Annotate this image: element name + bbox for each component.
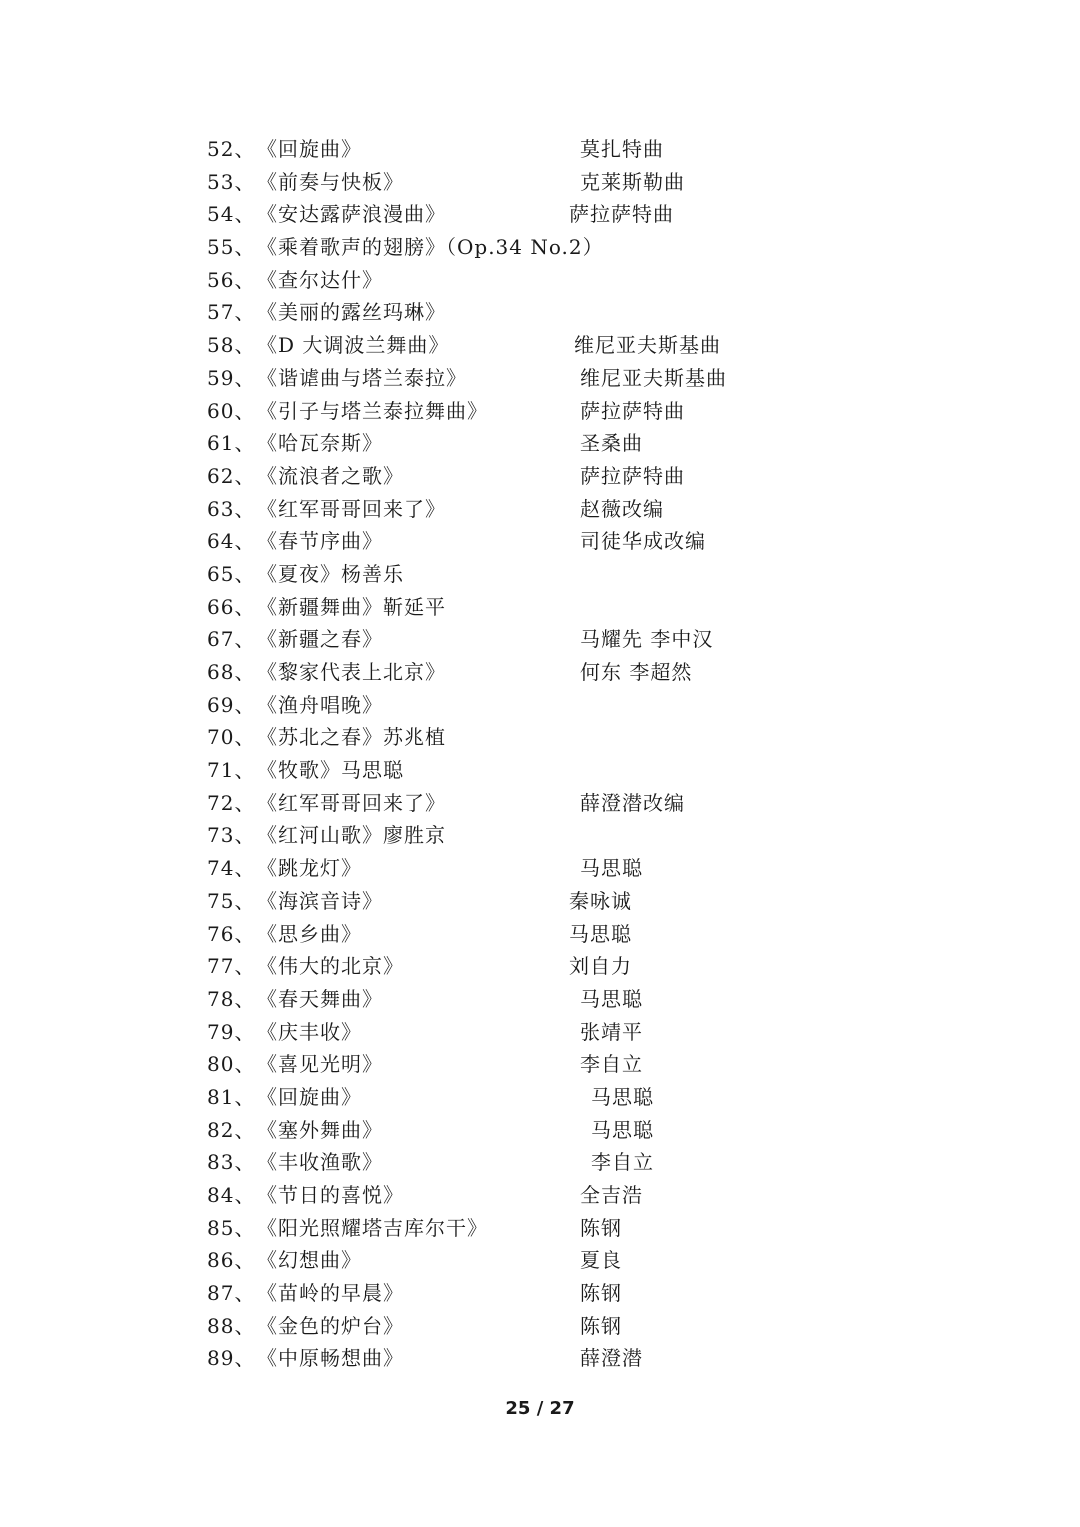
list-item [207, 689, 1007, 722]
item-number: 70、 [207, 725, 256, 750]
list-item [207, 166, 1007, 199]
list-item [207, 525, 1007, 558]
composer-name: 陈钢 [580, 1281, 622, 1306]
list-item [207, 721, 1007, 754]
list-item [207, 1310, 1007, 1343]
item-number: 71、 [207, 758, 256, 783]
piece-title: 《红河山歌》廖胜京 [257, 823, 446, 848]
composer-name: 马思聪 [591, 1084, 654, 1109]
list-item [207, 264, 1007, 297]
piece-title: 《幻想曲》 [257, 1248, 362, 1273]
list-item [207, 362, 1007, 395]
list-item [207, 623, 1007, 656]
page-number: 25 / 27 [505, 1398, 575, 1419]
list-item [207, 1342, 1007, 1375]
piece-title: 《春节序曲》 [257, 529, 383, 554]
composer-name: 司徒华成改编 [580, 529, 706, 554]
item-number: 65、 [207, 561, 256, 586]
list-item [207, 1212, 1007, 1245]
list-item [207, 329, 1007, 362]
composer-name: 刘自力 [569, 954, 632, 979]
piece-title: 《牧歌》马思聪 [257, 758, 404, 783]
list-item [207, 558, 1007, 591]
item-number: 77、 [207, 954, 256, 979]
piece-title: 《引子与塔兰泰拉舞曲》 [257, 398, 488, 423]
piece-title: 《春天舞曲》 [257, 986, 383, 1011]
piece-title: 《中原畅想曲》 [257, 1346, 404, 1371]
list-item [207, 1114, 1007, 1147]
piece-title: 《丰收渔歌》 [257, 1150, 383, 1175]
piece-title: 《苗岭的早晨》 [257, 1281, 404, 1306]
composer-name: 萨拉萨特曲 [580, 463, 685, 488]
piece-title: 《前奏与快板》 [257, 169, 404, 194]
item-number: 59、 [207, 365, 256, 390]
list-item [207, 754, 1007, 787]
list-item [207, 296, 1007, 329]
item-number: 54、 [207, 202, 256, 227]
piece-title: 《渔舟唱晚》 [257, 692, 383, 717]
piece-title: 《新疆舞曲》靳延平 [257, 594, 446, 619]
list-item [207, 493, 1007, 526]
list-item [207, 1244, 1007, 1277]
piece-title: 《美丽的露丝玛琳》 [257, 300, 446, 325]
composer-name: 圣桑曲 [580, 431, 643, 456]
item-number: 83、 [207, 1150, 256, 1175]
repertoire-list [207, 133, 1007, 1375]
composer-name: 全吉浩 [580, 1183, 643, 1207]
item-number: 72、 [207, 790, 256, 815]
list-item [207, 885, 1007, 918]
piece-title: 《安达露萨浪漫曲》 [257, 202, 446, 227]
piece-title: 《苏北之春》苏兆植 [257, 725, 446, 750]
composer-name: 马耀先 李中汉 [580, 627, 714, 652]
piece-title: 《伟大的北京》 [257, 954, 404, 979]
piece-title: 《回旋曲》 [257, 1084, 362, 1109]
composer-name: 马思聪 [591, 1117, 654, 1142]
item-number: 53、 [207, 169, 256, 194]
list-item [207, 1179, 1007, 1212]
composer-name: 维尼亚夫斯基曲 [574, 333, 721, 358]
list-item [207, 787, 1007, 820]
item-number: 76、 [207, 921, 256, 946]
piece-title: 《乘着歌声的翅膀》（Op.34 No.2） [257, 235, 604, 260]
item-number: 66、 [207, 594, 256, 619]
item-number: 78、 [207, 986, 256, 1011]
composer-name: 克莱斯勒曲 [580, 169, 685, 194]
composer-name: 维尼亚夫斯基曲 [580, 365, 727, 390]
composer-name: 张靖平 [580, 1019, 643, 1044]
item-number: 80、 [207, 1052, 256, 1077]
list-item [207, 983, 1007, 1016]
item-number: 85、 [207, 1215, 256, 1240]
item-number: 89、 [207, 1346, 256, 1371]
item-number: 58、 [207, 333, 256, 358]
piece-title: 《海滨音诗》 [257, 888, 383, 913]
composer-name: 李自立 [591, 1150, 654, 1175]
piece-title: 《塞外舞曲》 [257, 1117, 383, 1142]
list-item [207, 1277, 1007, 1310]
list-item [207, 427, 1007, 460]
item-number: 88、 [207, 1313, 256, 1338]
piece-title: 《阳光照耀塔吉库尔干》 [257, 1215, 488, 1240]
item-number: 68、 [207, 660, 256, 684]
item-number: 57、 [207, 300, 256, 325]
piece-title: 《跳龙灯》 [257, 856, 362, 881]
item-number: 79、 [207, 1019, 256, 1044]
piece-title: 《庆丰收》 [257, 1019, 362, 1044]
piece-title: 《节日的喜悦》 [257, 1183, 404, 1207]
item-number: 74、 [207, 856, 256, 881]
list-item [207, 591, 1007, 624]
piece-title: 《思乡曲》 [257, 921, 362, 946]
list-item [207, 950, 1007, 983]
composer-name: 赵薇改编 [580, 496, 664, 521]
composer-name: 马思聪 [580, 856, 643, 881]
piece-title: 《流浪者之歌》 [257, 463, 404, 488]
piece-title: 《谐谑曲与塔兰泰拉》 [257, 365, 467, 390]
item-number: 87、 [207, 1281, 256, 1306]
composer-name: 薛澄潜 [580, 1346, 643, 1371]
item-number: 84、 [207, 1183, 256, 1207]
composer-name: 马思聪 [569, 921, 632, 946]
item-number: 81、 [207, 1084, 256, 1109]
item-number: 75、 [207, 888, 256, 913]
composer-name: 秦咏诚 [569, 888, 632, 913]
composer-name: 马思聪 [580, 986, 643, 1011]
composer-name: 陈钢 [580, 1313, 622, 1338]
list-item [207, 231, 1007, 264]
piece-title: 《红军哥哥回来了》 [257, 790, 446, 815]
composer-name: 萨拉萨特曲 [580, 398, 685, 423]
list-item [207, 395, 1007, 428]
item-number: 61、 [207, 431, 256, 456]
composer-name: 莫扎特曲 [580, 137, 664, 161]
composer-name: 陈钢 [580, 1215, 622, 1240]
piece-title: 《夏夜》杨善乐 [257, 561, 404, 586]
piece-title: 《D 大调波兰舞曲》 [257, 333, 450, 358]
item-number: 64、 [207, 529, 256, 554]
piece-title: 《喜见光明》 [257, 1052, 383, 1077]
item-number: 67、 [207, 627, 256, 652]
list-item [207, 1081, 1007, 1114]
composer-name: 夏良 [580, 1248, 622, 1273]
piece-title: 《哈瓦奈斯》 [257, 431, 383, 456]
list-item [207, 1048, 1007, 1081]
piece-title: 《红军哥哥回来了》 [257, 496, 446, 521]
item-number: 60、 [207, 398, 256, 423]
list-item [207, 198, 1007, 231]
list-item [207, 819, 1007, 852]
composer-name: 李自立 [580, 1052, 643, 1077]
list-item [207, 133, 1007, 166]
piece-title: 《黎家代表上北京》 [257, 660, 446, 684]
list-item [207, 852, 1007, 885]
list-item [207, 1016, 1007, 1049]
piece-title: 《回旋曲》 [257, 137, 362, 161]
item-number: 55、 [207, 235, 256, 260]
item-number: 56、 [207, 267, 256, 292]
list-item [207, 918, 1007, 951]
composer-name: 何东 李超然 [580, 660, 693, 684]
piece-title: 《查尔达什》 [257, 267, 383, 292]
piece-title: 《新疆之春》 [257, 627, 383, 652]
item-number: 82、 [207, 1117, 256, 1142]
piece-title: 《金色的炉台》 [257, 1313, 404, 1338]
list-item [207, 1146, 1007, 1179]
item-number: 69、 [207, 692, 256, 717]
composer-name: 萨拉萨特曲 [569, 202, 674, 227]
item-number: 63、 [207, 496, 256, 521]
item-number: 86、 [207, 1248, 256, 1273]
list-item [207, 460, 1007, 493]
item-number: 62、 [207, 463, 256, 488]
item-number: 73、 [207, 823, 256, 848]
composer-name: 薛澄潜改编 [580, 790, 685, 815]
list-item [207, 656, 1007, 689]
item-number: 52、 [207, 137, 256, 161]
